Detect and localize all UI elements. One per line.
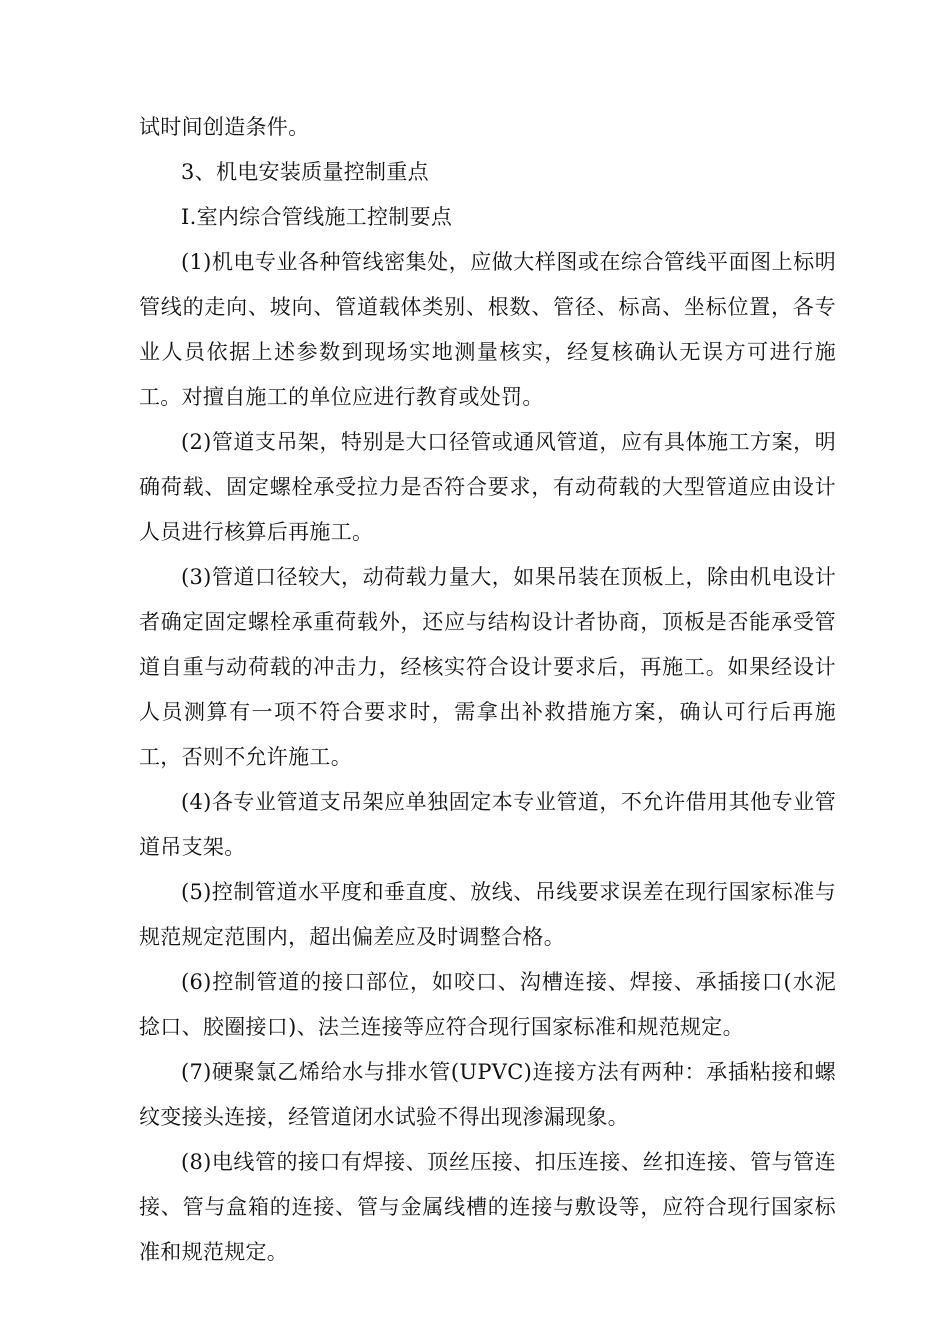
paragraph-item-8: (8)电线管的接口有焊接、顶丝压接、扣压连接、丝扣连接、管与管连接、管与盒箱的连接、管与金属线槽的连接与敷设等，应符合现行国家标准和规范规定。	[139, 1150, 836, 1264]
paragraph-item-6: (6)控制管道的接口部位，如咬口、沟槽连接、焊接、承插接口(水泥捻口、胶圈接口)、法兰连接等应符合现行国家标准和规范规定。	[139, 970, 836, 1039]
paragraph-continuation: 试时间创造条件。	[139, 115, 310, 139]
document-body	[139, 105, 836, 1275]
paragraph-item-7: (7)硬聚氯乙烯给水与排水管(UPVC)连接方法有两种：承插粘接和螺纹变接头连接，经管道闭水试验不得出现渗漏现象。	[139, 1060, 836, 1129]
paragraph-item-4: (4)各专业管道支吊架应单独固定本专业管道，不允许借用其他专业管道吊支架。	[139, 790, 836, 859]
subsection-heading: I.室内综合管线施工控制要点	[181, 205, 453, 229]
paragraph-item-3: (3)管道口径较大，动荷载力量大，如果吊装在顶板上，除由机电设计者确定固定螺栓承重荷载外，还应与结构设计者协商，顶板是否能承受管道自重与动荷载的冲击力，经核实符合设计要求后，再施工。如果经设计人员测算有一项不符合要求时，需拿出补救措施方案，确认可行后再施工，否则不允许施工。	[139, 565, 836, 769]
paragraph-item-1: (1)机电专业各种管线密集处，应做大样图或在综合管线平面图上标明管线的走向、坡向、管道载体类别、根数、管径、标高、坐标位置，各专业人员依据上述参数到现场实地测量核实，经复核确认无误方可进行施工。对擅自施工的单位应进行教育或处罚。	[139, 250, 836, 409]
paragraph-item-5: (5)控制管道水平度和垂直度、放线、吊线要求误差在现行国家标准与规范规定范围内，超出偏差应及时调整合格。	[139, 880, 836, 949]
section-heading: 3、机电安装质量控制重点	[181, 160, 429, 184]
paragraph-item-2: (2)管道支吊架，特别是大口径管或通风管道，应有具体施工方案，明确荷载、固定螺栓承受拉力是否符合要求，有动荷载的大型管道应由设计人员进行核算后再施工。	[139, 430, 836, 544]
